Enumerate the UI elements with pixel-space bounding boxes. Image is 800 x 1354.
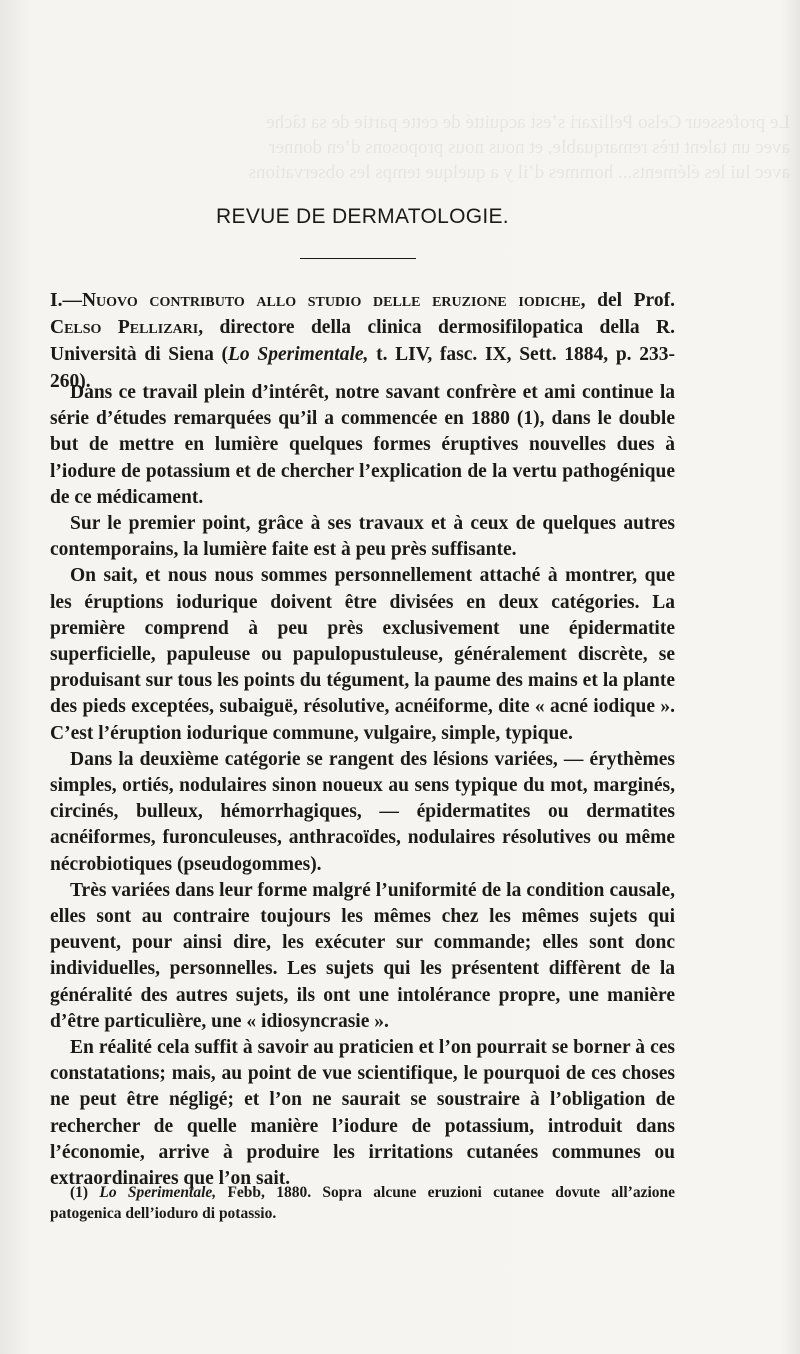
running-head: REVUE DE DERMATOLOGIE. — [216, 205, 509, 228]
paragraph: Très variées dans leur forme malgré l’uniformité de la condition causale, elles sont au contraire toujours les mêmes chez les mêmes sujets qui peuvent, pour ainsi dire, les exécuter sur commande; elles sont donc individuelles, personnelles. Les sujets qui les présentent diffèrent de la généralité des autres sujets, ils ont une intolérance propre, une manière d’être particulière, une « idiosyncrasie ». — [50, 879, 675, 1032]
paragraph: On sait, et nous nous sommes personnellement attaché à montrer, que les éruptions iodurique doivent être divisées en deux catégories. La première comprend à peu près exclusivement une épidermatite superficielle, papuleuse ou papulopustuleuse, généralement discrète, se produisant sur tous les points du tégument, la paume des mains et la plante des pieds exceptées, subaiguë, résolutive, acnéiforme, dite « acné iodique ». C’est l’éruption iodurique commune, vulgaire, simple, typique. — [50, 565, 675, 744]
paragraph: Sur le premier point, grâce à ses travaux et à ceux de quelques autres contemporains, la lumière faite est à peu près suffisante. — [50, 513, 675, 561]
footnote-marker: (1) — [70, 1184, 100, 1201]
author-intro: del Prof. — [585, 290, 675, 311]
footnote-journal: Lo Sperimentale, — [99, 1184, 217, 1201]
paragraph: Dans la deuxième catégorie se rangent des lésions variées, — érythèmes simples, ortiés, nodulaires sinon noueux au sens typique du mot, marginés, circinés, bulleux, hémorrhagiques, — épidermatites ou dermatites acnéiformes, furonculeuses, anthracoïdes, nodulaires résolutives ou même nécrobiotiques (pseudogommes). — [50, 748, 675, 875]
paragraph: En réalité cela suffit à savoir au praticien et l’on pourrait se borner à ces constatations; mais, au point de vue scientifique, le pourquoi de ces choses ne peut être négligé; et l’on ne saurait se soustraire à l’obligation de rechercher de quelle manière l’iodure de potassium, introduit dans l’économie, arrive à produire les irritations cutanées communes ou extraordinaires que l’on sait. — [50, 1037, 675, 1190]
title-rule — [300, 258, 416, 259]
footnote-text: Febb, 1880. Sopra alcune eruzioni cutanee dovute all’azione patogenica dell’ioduro di potassio. — [50, 1184, 676, 1222]
show-through-text: Le professeur Celso Pellizari s’est acquitté de cette partie de sa tâche avec un talent très remarquable, et nous nous proposons d’en donner avec lui les éléments... hommes d’il y a quelque temps les observations — [248, 112, 790, 183]
article-heading — [50, 287, 675, 395]
article-number: I.— — [50, 290, 82, 311]
journal-name: Lo Sperimentale, — [228, 344, 369, 365]
author-affiliation: directore della clinica dermosifilopatica della R. Università di Siena ( — [50, 317, 675, 365]
article-body — [50, 380, 675, 1192]
footnote — [50, 1182, 675, 1224]
paragraph: Dans ce travail plein d’intérêt, notre savant confrère et ami continue la série d’études remarquées qu’il a commencée en 1880 (1), dans le double but de mettre en lumière quelques formes éruptives nouvelles dues à l’iodure de potassium et de chercher l’explication de la vertu pathogénique de ce médicament. — [50, 382, 675, 508]
author-name: Celso Pellizari, — [50, 317, 204, 338]
article-title: Nuovo contributo allo studio delle eruzione iodiche, — [81, 290, 586, 311]
citation: t. LIV, fasc. IX, Sett. 1884, p. 233-260). — [50, 344, 675, 392]
